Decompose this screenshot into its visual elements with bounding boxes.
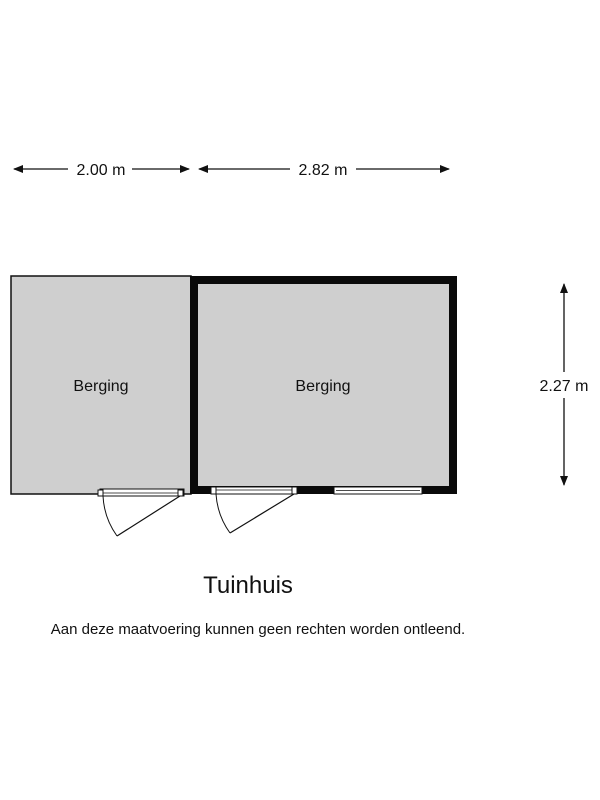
room-label: Berging — [73, 378, 129, 395]
room-right — [190, 276, 457, 494]
dimension-label: 2.27 m — [539, 378, 589, 395]
door-opening — [213, 487, 297, 494]
door-right — [211, 487, 297, 533]
door-jamb — [211, 487, 216, 494]
door-leaf — [117, 496, 180, 536]
dimension-width-left — [14, 162, 189, 179]
plan-title: Tuinhuis — [203, 572, 293, 599]
dimension-label: 2.00 m — [76, 162, 126, 179]
disclaimer-text: Aan deze maatvoering kunnen geen rechten worden ontleend. — [50, 621, 466, 638]
door-jamb — [98, 490, 103, 496]
door-swing — [216, 494, 230, 533]
door-leaf — [230, 494, 294, 533]
door-jamb — [292, 487, 297, 494]
dimension-width-right — [199, 162, 449, 179]
door-jamb — [178, 490, 183, 496]
door-left — [98, 489, 184, 536]
room-left — [11, 276, 191, 494]
window — [334, 487, 422, 494]
door-opening — [100, 489, 184, 496]
door-swing — [103, 496, 117, 536]
dimension-label: 2.82 m — [298, 162, 348, 179]
dimension-depth — [540, 284, 589, 485]
room-label: Berging — [295, 378, 351, 395]
